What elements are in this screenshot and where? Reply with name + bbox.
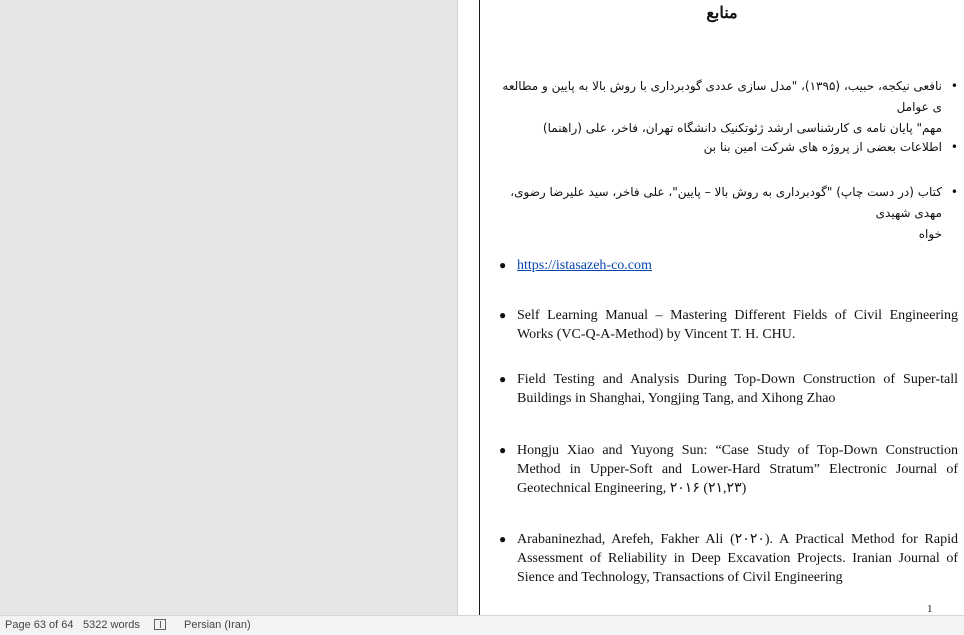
bullet-icon: ● xyxy=(499,258,507,272)
persian-reference-2-text: اطلاعات بعضی از پروژه های شرکت امین بنا بن xyxy=(703,140,942,154)
persian-reference-2[interactable] xyxy=(502,137,958,158)
bullet-icon: ● xyxy=(499,443,507,457)
persian-reference-1[interactable] xyxy=(502,76,958,139)
bullet-icon: ● xyxy=(499,532,507,546)
bullet-icon: ● xyxy=(499,308,507,322)
margin-line xyxy=(479,0,480,615)
page-number: 1 xyxy=(927,603,933,615)
proofing-icon[interactable] xyxy=(154,619,166,630)
reference-link[interactable]: https://istasazeh-co.com xyxy=(517,258,652,273)
persian-reference-3[interactable] xyxy=(502,182,958,245)
page-indicator[interactable]: Page 63 of 64 xyxy=(5,619,74,631)
persian-reference-3-line-1: کتاب (در دست چاپ) "گودبرداری به روش بالا – پایین"، علی فاخر، سید علیرضا رضوی، مهدی شهیدی xyxy=(510,185,942,220)
persian-reference-1-line-1: نافعی نیکجه، حبیب، (۱۳۹۵)، "مدل سازی عددی گودبرداری با روش بالا به پایین و مطالعه ی عوامل xyxy=(502,79,942,114)
status-bar xyxy=(0,615,964,635)
reference-link-item xyxy=(517,256,958,275)
bullet-icon: • xyxy=(950,79,958,93)
bullet-icon: • xyxy=(950,140,958,154)
english-reference-2[interactable]: Field Testing and Analysis During Top-Down Construction of Super-tall Buildings in Shanghai, Yongjing Tang, and Xihong Zhao xyxy=(517,372,958,406)
persian-reference-1-line-2: مهم" پایان نامه ی کارشناسی ارشد ژئوتکنیک دانشگاه تهران، فاخر، علی (راهنما) xyxy=(542,121,942,135)
english-reference-1[interactable]: Self Learning Manual – Mastering Different Fields of Civil Engineering Works (VC-Q-A-Method) by Vincent T. H. CHU. xyxy=(517,308,958,342)
language-indicator[interactable]: Persian (Iran) xyxy=(184,619,251,631)
references-heading: منابع xyxy=(706,5,738,22)
word-count[interactable]: 5322 words xyxy=(83,619,140,631)
english-reference-3[interactable]: Hongju Xiao and Yuyong Sun: “Case Study of Top-Down Construction Method in Upper-Soft and Lower-Hard Stratum” Electronic Journal of Geotechnical Engineering, ۲۰۱۶ (۲۱,۲۳) xyxy=(517,443,958,496)
persian-reference-3-line-2: خواه xyxy=(918,227,942,241)
english-reference-4[interactable]: Arabaninezhad, Arefeh, Fakher Ali (۲۰۲۰). A Practical Method for Rapid Assessment of Reliability in Deep Excavation Projects. Iranian Journal of Sience and Technology, Transactions of Civil Engineering xyxy=(517,532,958,585)
bullet-icon: • xyxy=(950,185,958,199)
bullet-icon: ● xyxy=(499,372,507,386)
